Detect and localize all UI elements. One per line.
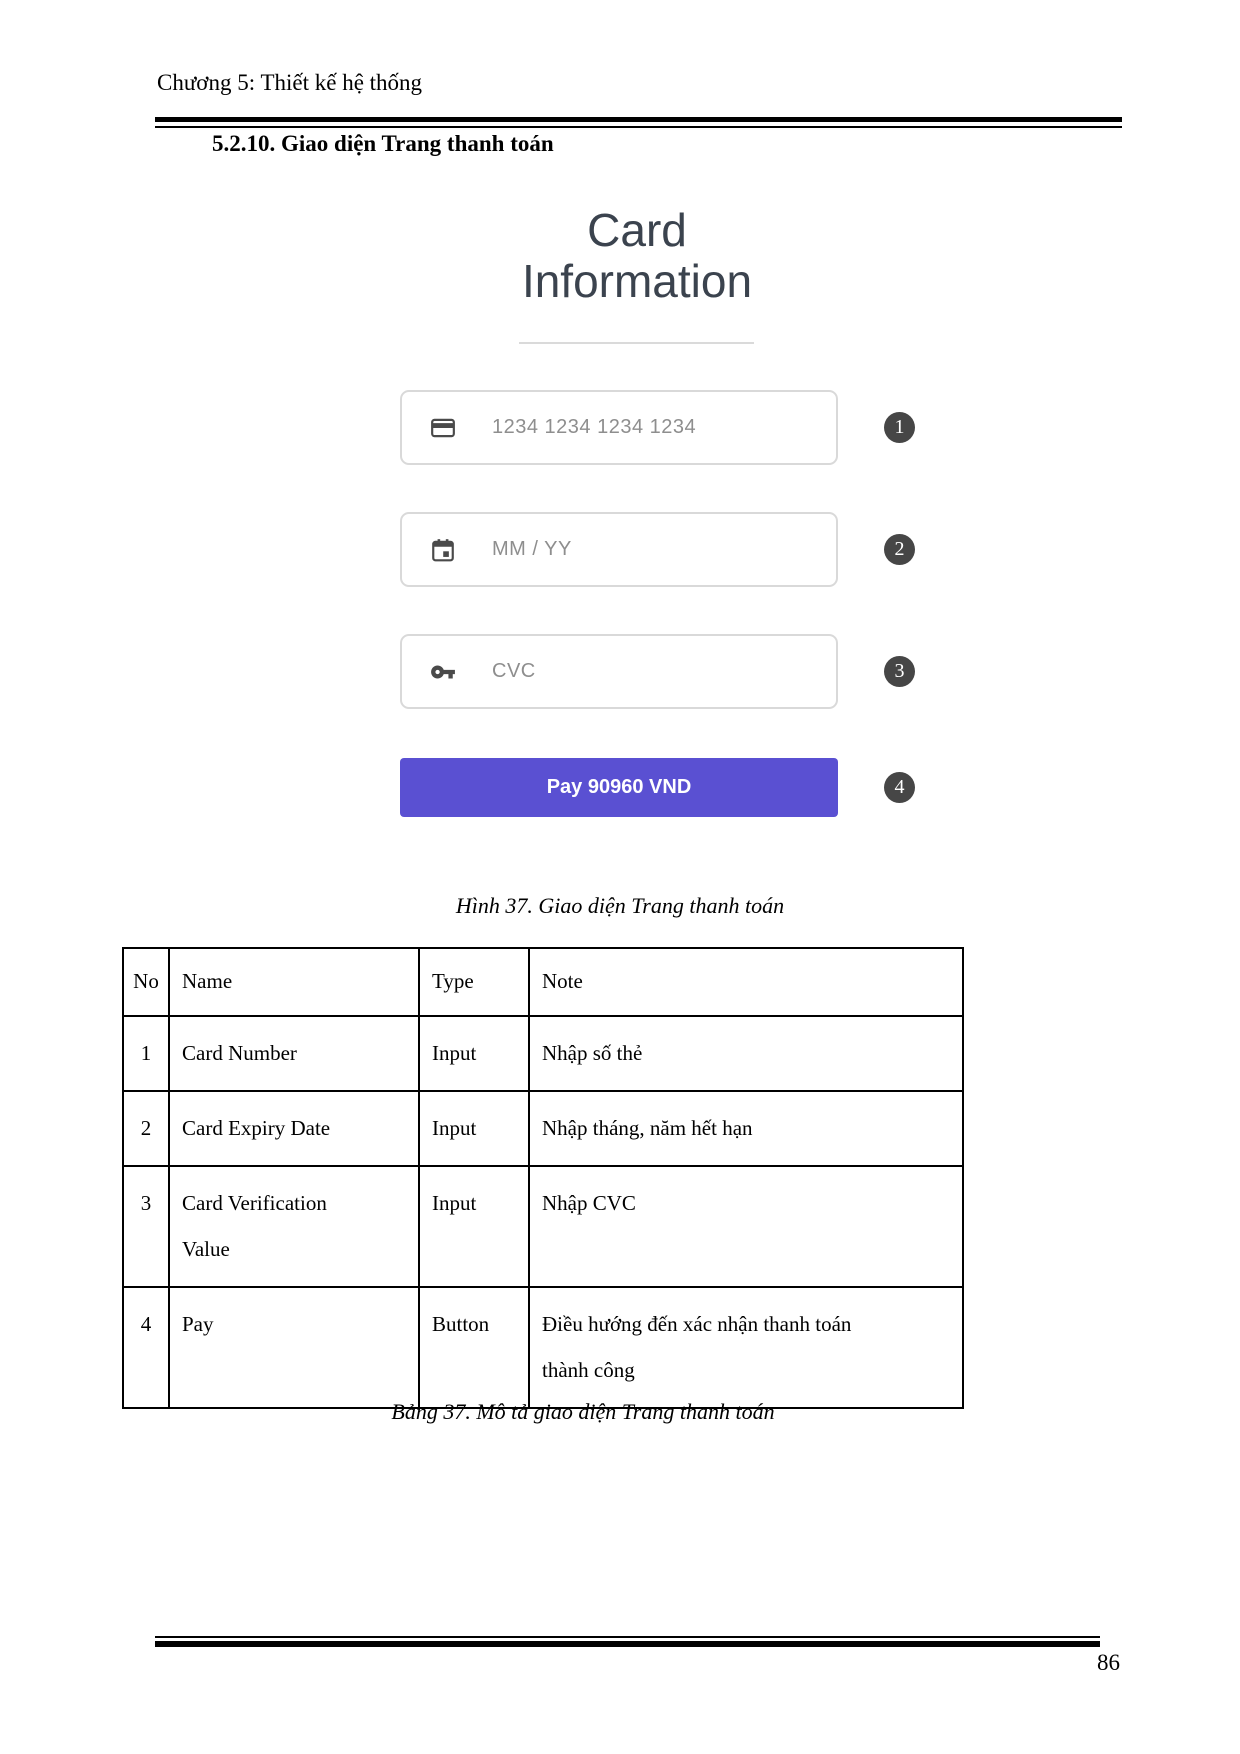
- cell-no: 4: [123, 1287, 169, 1408]
- card-number-placeholder: 1234 1234 1234 1234: [492, 416, 697, 438]
- col-header-note: Note: [529, 948, 963, 1016]
- cell-note: Nhập số thẻ: [529, 1016, 963, 1091]
- col-header-no: No: [123, 948, 169, 1016]
- key-icon: [430, 659, 456, 685]
- footer-rule-thin: [155, 1636, 1100, 1638]
- footer-rule-thick: [155, 1641, 1100, 1647]
- cell-type: Input: [419, 1016, 529, 1091]
- cell-type: Button: [419, 1287, 529, 1408]
- annotation-badge-2: 2: [884, 534, 915, 565]
- chapter-header: Chương 5: Thiết kế hệ thống: [157, 70, 423, 95]
- cell-name: Card Verification Value: [169, 1166, 419, 1287]
- cell-type: Input: [419, 1091, 529, 1166]
- card-expiry-placeholder: MM / YY: [492, 538, 572, 560]
- section-title: 5.2.10. Giao diện Trang thanh toán: [212, 131, 554, 156]
- calendar-icon: [430, 537, 456, 563]
- table-header-row: [123, 948, 963, 1016]
- card-number-input[interactable]: [400, 390, 838, 465]
- card-cvc-placeholder: CVC: [492, 660, 536, 682]
- table-row: [123, 1091, 963, 1166]
- annotation-badge-1: 1: [884, 412, 915, 443]
- figure-caption: Hình 37. Giao diện Trang thanh toán: [455, 893, 785, 918]
- table-row: [123, 1016, 963, 1091]
- cell-name: Card Expiry Date: [169, 1091, 419, 1166]
- table-row: [123, 1166, 963, 1287]
- cell-no: 3: [123, 1166, 169, 1287]
- card-number-row: [397, 390, 917, 465]
- col-header-type: Type: [419, 948, 529, 1016]
- annotation-badge-4: 4: [884, 772, 915, 803]
- credit-card-icon: [430, 415, 456, 441]
- pay-row: [397, 758, 917, 817]
- header-rule-thick: [155, 117, 1122, 122]
- cell-no: 1: [123, 1016, 169, 1091]
- page-number: 86: [1097, 1650, 1120, 1675]
- cell-note: Nhập tháng, năm hết hạn: [529, 1091, 963, 1166]
- card-cvc-input[interactable]: [400, 634, 838, 709]
- cell-name: Card Number: [169, 1016, 419, 1091]
- card-cvc-row: [397, 634, 917, 709]
- col-header-name: Name: [169, 948, 419, 1016]
- title-divider: [519, 342, 754, 344]
- cell-no: 2: [123, 1091, 169, 1166]
- annotation-badge-3: 3: [884, 656, 915, 687]
- pay-button[interactable]: Pay 90960 VND: [400, 758, 838, 817]
- table-row: [123, 1287, 963, 1408]
- card-payment-form: [397, 205, 917, 817]
- cell-note: Điều hướng đến xác nhận thanh toán thành công: [529, 1287, 963, 1408]
- table-caption: Bảng 37. Mô tả giao diện Trang thanh toán: [391, 1399, 775, 1424]
- ui-description-table: [122, 947, 964, 1409]
- card-form-title: Card Information: [521, 204, 753, 307]
- header-rule-thin: [155, 126, 1122, 128]
- card-expiry-input[interactable]: [400, 512, 838, 587]
- cell-note: Nhập CVC: [529, 1166, 963, 1287]
- card-expiry-row: [397, 512, 917, 587]
- cell-type: Input: [419, 1166, 529, 1287]
- cell-name: Pay: [169, 1287, 419, 1408]
